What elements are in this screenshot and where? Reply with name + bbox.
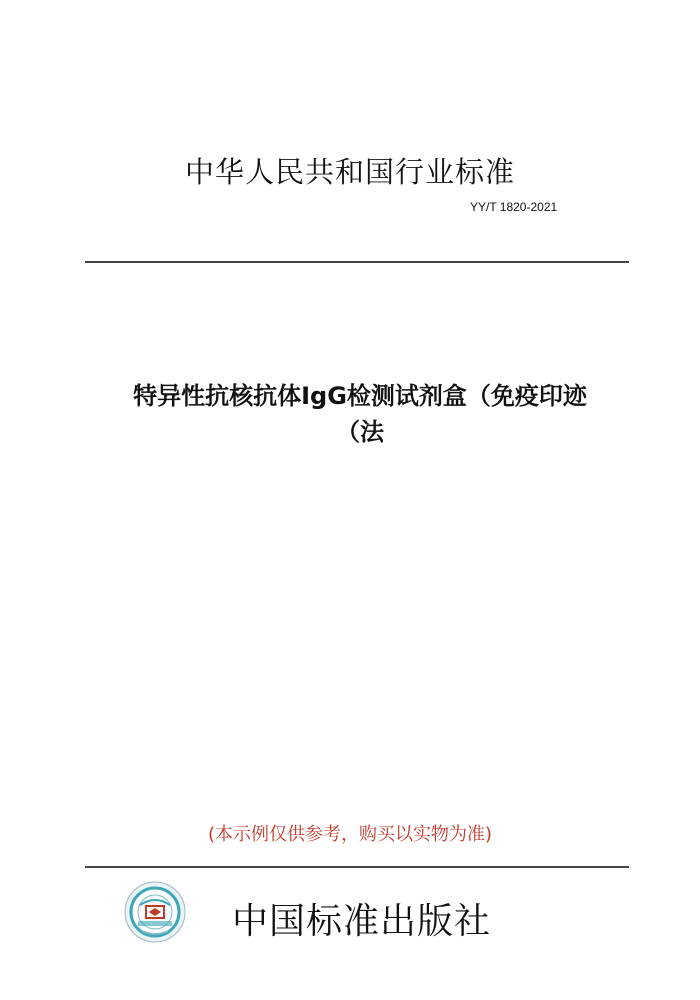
document-title-line-1: 特异性抗核抗体IgG检测试剂盒（免疫印迹 <box>133 382 587 410</box>
standard-code: YY/T 1820-2021 <box>470 200 558 214</box>
bottom-divider <box>85 866 629 868</box>
standard-category-heading: 中华人民共和国行业标准 <box>184 155 515 189</box>
document-title <box>60 378 660 450</box>
publisher-seal-icon <box>124 881 186 943</box>
document-title-line-2: （法 <box>336 418 384 446</box>
publisher-name: 中国标准出版社 <box>232 901 492 942</box>
sample-notice: (本示例仅供参考，购买以实物为准) <box>207 824 493 845</box>
top-divider <box>85 261 629 263</box>
